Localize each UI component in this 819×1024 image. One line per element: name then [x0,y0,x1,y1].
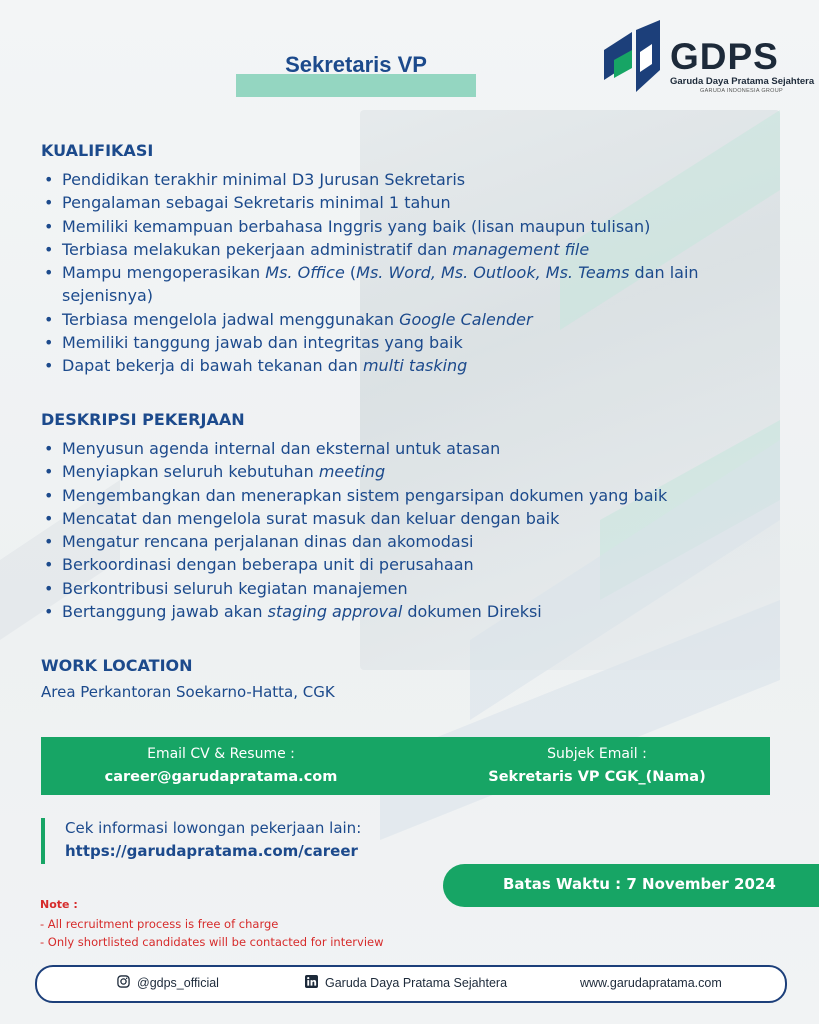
subject-label: Subjek Email : [547,746,647,762]
list-item: • Mampu mengoperasikan Ms. Office (Ms. Word, Ms. Outlook, Ms. Teams dan lain sejenisnya) [44,261,782,308]
list-item: • Terbiasa melakukan pekerjaan administratif dan management file [44,238,784,261]
instagram-icon [117,975,130,988]
linkedin-name[interactable]: Garuda Daya Pratama Sejahtera [325,976,508,990]
work-location-heading: WORK LOCATION [41,656,193,675]
list-item: • Berkoordinasi dengan beberapa unit di perusahaan [44,553,784,576]
job-description-list [44,437,784,623]
email-address[interactable]: career@garudapratama.com [104,769,338,785]
list-item: • Mengatur rencana perjalanan dinas dan akomodasi [44,530,784,553]
note-line: - All recruitment process is free of charge [40,917,279,931]
qualifications-heading: KUALIFIKASI [41,141,154,160]
job-description-heading: DESKRIPSI PEKERJAAN [41,410,245,429]
subject-column [447,743,747,789]
qualifications-list [44,168,784,378]
list-item: • Bertanggung jawab akan staging approval dokumen Direksi [44,600,784,623]
list-item: • Pengalaman sebagai Sekretaris minimal 1 tahun [44,191,784,214]
list-item: • Memiliki kemampuan berbahasa Inggris yang baik (lisan maupun tulisan) [44,215,784,238]
list-item: • Mencatat dan mengelola surat masuk dan keluar dengan baik [44,507,784,530]
list-item: • Dapat bekerja di bawah tekanan dan multi tasking [44,354,784,377]
logo-group-name: GARUDA INDONESIA GROUP [700,88,784,94]
list-item: • Terbiasa mengelola jadwal menggunakan Google Calender [44,308,784,331]
email-label: Email CV & Resume : [147,746,295,762]
logo-wordmark: GDPS [670,36,779,77]
logo-company-name: Garuda Daya Pratama Sejahtera [670,76,815,87]
list-item: • Menyusun agenda internal dan eksternal untuk atasan [44,437,784,460]
footer-bar [35,965,787,1003]
list-item: • Berkontribusi seluruh kegiatan manajemen [44,577,784,600]
email-column [71,743,371,789]
apply-band [41,737,770,795]
work-location-value: Area Perkantoran Soekarno-Hatta, CGK [41,683,335,701]
list-item: • Menyiapkan seluruh kebutuhan meeting [44,460,784,483]
list-item: • Mengembangkan dan menerapkan sistem pengarsipan dokumen yang baik [44,484,784,507]
website-link[interactable]: www.garudapratama.com [580,976,722,990]
career-link[interactable]: https://garudapratama.com/career [65,842,358,860]
note-line: - Only shortlisted candidates will be contacted for interview [40,935,384,949]
info-accent-bar [41,818,45,864]
linkedin-icon [305,975,318,988]
note-heading: Note : [40,898,78,911]
list-item: • Memiliki tanggung jawab dan integritas yang baik [44,331,784,354]
instagram-handle[interactable]: @gdps_official [137,976,219,990]
page-title: Sekretaris VP [285,52,427,77]
deadline-text: Batas Waktu : 7 November 2024 [503,875,776,893]
info-text: Cek informasi lowongan pekerjaan lain: [65,819,362,837]
subject-value: Sekretaris VP CGK_(Nama) [488,769,706,785]
list-item: • Pendidikan terakhir minimal D3 Jurusan Sekretaris [44,168,784,191]
deadline-badge [443,864,819,907]
